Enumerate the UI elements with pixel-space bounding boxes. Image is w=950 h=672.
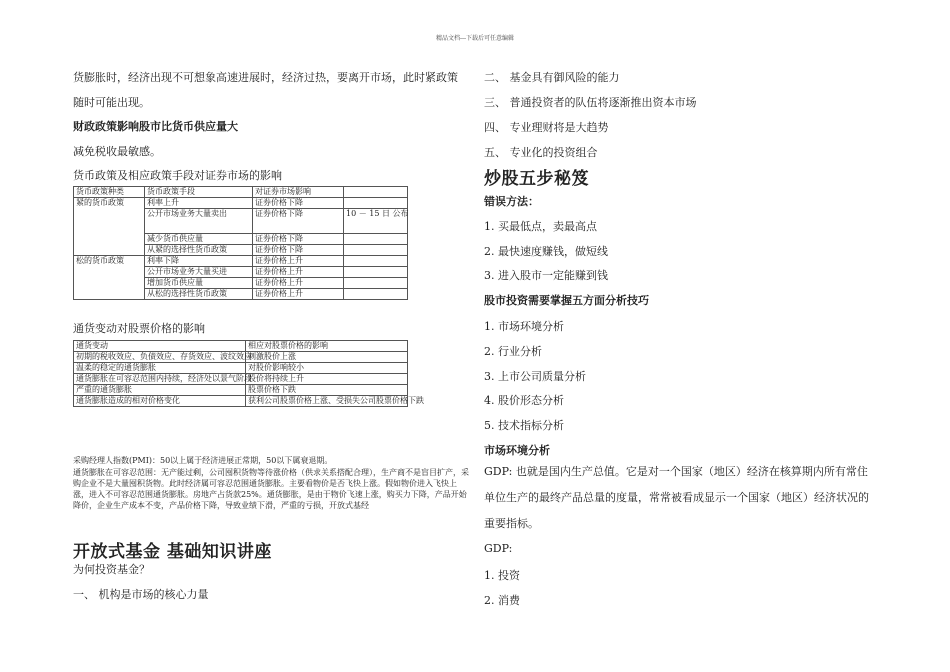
table-cell [344,289,408,300]
skills-heading: 股市投资需要掌握五方面分析技巧 [484,294,649,307]
table-cell: 从松的选择性货币政策 [145,289,253,300]
table-cell [344,198,408,209]
list-item: 2. 最快速度赚钱，做短线 [484,245,608,258]
inflation-paragraph: 通货膨胀在可容忍范围：无产能过剩，公司囤积货物等待涨价格（供求关系搭配合理），生产商不是盲目扩产，采购企业不是大量囤积货物。此时经济属可容忍范围通货膨胀。主要看物价是否飞快上涨。假如物价进入飞快上涨，进入不可容忍范围通货膨胀。房地产占货款25%。通货膨胀，是由于物价飞速上涨，购买力下降，产品开始降价，企业生产成本不变，产品价格下降，导致业绩下滑，严重的亏损，开放式基经 [73,468,469,510]
table-header-cell: 对证券市场影响 [253,187,344,198]
market-heading: 市场环境分析 [484,444,550,457]
table-cell: 证券价格下降 [253,234,344,245]
policy-type-cell: 松的货币政策 [74,256,145,300]
list-item: 1. 市场环境分析 [484,320,564,333]
list-item: 1. 投资 [484,569,520,582]
reason-3: 三、 普通投资者的队伍将逐渐推出资本市场 [484,96,697,109]
table-cell: 初期的税收效应、负债效应、存货效应、波纹效应 [74,352,246,363]
table-cell: 温柔的稳定的通货膨胀 [74,363,246,374]
reason-4: 四、 专业理财将是大趋势 [484,121,609,134]
table-row [74,352,408,363]
intro-line-2: 随时可能出现。 [73,96,150,109]
gdp-label: GDP: [484,542,513,555]
why-fund: 为何投资基金？ [73,563,150,576]
table-cell [344,256,408,267]
table-row [74,256,408,267]
table-row [74,374,408,385]
table-header-row [74,341,408,352]
list-item: 1. 买最低点，卖最高点 [484,220,597,233]
table-row [74,396,408,407]
table2-caption: 通货变动对股票价格的影响 [73,322,205,335]
list-item: 3. 上市公司质量分析 [484,370,586,383]
table-cell: 股价将持续上升 [246,374,408,385]
fund-heading: 开放式基金 基础知识讲座 [73,542,272,562]
pmi-line: 采购经理人指数(PMI)：50以上属于经济进展正常期，50以下属衰退期。 [73,456,333,465]
table-cell: 通货膨胀在可容忍范围内持续，经济处以景气阶段 [74,374,246,385]
table-cell [344,234,408,245]
table-cell: 增加货币供应量 [145,278,253,289]
table-header-cell [344,187,408,198]
monetary-policy-table [73,186,408,300]
table-row [74,198,408,209]
error-heading: 错误方法： [484,195,539,208]
table-row [74,385,408,396]
list-item: 3. 进入股市一定能赚到钱 [484,269,608,282]
list-item: 2. 消费 [484,594,520,607]
page-header: 精品文档---下载后可任意编辑 [435,35,515,42]
table-header-cell: 相应对股票价格的影响 [246,341,408,352]
table-cell: 从紧的选择性货币政策 [145,245,253,256]
table-header-cell: 货币政策种类 [74,187,145,198]
table-cell: 严重的通货膨胀 [74,385,246,396]
inflation-table [73,340,424,407]
reason-1: 一、 机构是市场的核心力量 [73,588,209,601]
table-header-cell: 货币政策手段 [145,187,253,198]
table-cell: 证券价格下降 [253,245,344,256]
table-cell: 刺激股价上涨 [246,352,408,363]
table1-caption: 货币政策及相应政策手段对证券市场的影响 [73,169,282,182]
list-item: 4. 股价形态分析 [484,394,564,407]
table-cell: 减少货币供应量 [145,234,253,245]
table-cell: 证券价格上升 [253,256,344,267]
table-cell: 利率下降 [145,256,253,267]
table-cell: 公开市场业务大量卖出 [145,209,253,234]
table-cell [344,278,408,289]
table-header-cell: 通货变动 [74,341,246,352]
intro-line-1: 货膨胀时，经济出现不可想象高速进展时，经济过热，要离开市场，此时紧政策 [73,71,458,84]
table-header-row [74,187,408,198]
reason-2: 二、 基金具有御风险的能力 [484,71,620,84]
table-row [74,363,408,374]
policy-type-cell: 紧的货币政策 [74,198,145,256]
list-item: 2. 行业分析 [484,345,542,358]
table-cell: 证券价格上升 [253,267,344,278]
table-cell: 证券价格上升 [253,289,344,300]
table-cell: 股票价格下跌 [246,385,408,396]
table-cell: 利率上升 [145,198,253,209]
table-cell [344,245,408,256]
table-cell: 获利公司股票价格上涨、受损失公司股票价格下跌 [246,396,408,407]
gdp-paragraph: GDP: 也就是国内生产总值。它是对一个国家（地区）经济在核算期内所有常住单位生产的最终产品总量的度量，常常被看成显示一个国家（地区）经济状况的重要指标。 [484,465,869,530]
table-cell: 证券价格上升 [253,278,344,289]
list-item: 5. 技术指标分析 [484,419,564,432]
fiscal-heading: 财政政策影响股市比货币供应量大 [73,120,238,133]
reason-5: 五、 专业化的投资组合 [484,146,598,159]
table-cell: 公开市场业务大量买进 [145,267,253,278]
table-cell: 证券价格下降 [253,209,344,234]
table-cell: 10 － 15 日 公布 [344,209,408,234]
page-title: 炒股五步秘笈 [484,169,589,189]
table-cell: 证券价格下降 [253,198,344,209]
table-cell: 对股价影响较小 [246,363,408,374]
fiscal-text: 减免税收最敏感。 [73,145,161,158]
table-cell: 通货膨胀造成的相对价格变化 [74,396,246,407]
table-cell [344,267,408,278]
